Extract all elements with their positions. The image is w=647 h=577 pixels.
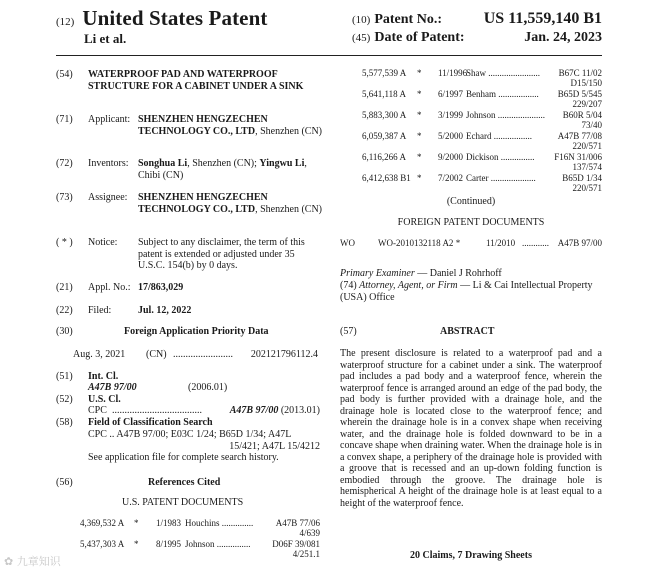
primary-examiner: Primary Examiner — Daniel J Rohrhoff xyxy=(340,268,502,279)
document-title: United States Patent xyxy=(82,6,268,30)
first-inventor: Li et al. xyxy=(84,31,127,46)
priority-number: 202121796112.4 xyxy=(250,349,318,360)
attorney-name: Li & Cai Intellectual Property (USA) Office xyxy=(340,280,593,303)
attorney-agent: (74) Attorney, Agent, or Firm — Li & Cai Intellectual Property (USA) Office xyxy=(340,280,593,303)
field-code-45: (45) xyxy=(352,32,371,44)
watermark-logo: ✿ 九章知识 xyxy=(4,555,61,568)
patent-date-row xyxy=(352,30,602,50)
priority-country: (CN) xyxy=(146,349,167,360)
priority-date: Aug. 3, 2021 xyxy=(73,349,126,360)
filed-date: Jul. 12, 2022 xyxy=(138,305,192,316)
invention-title: WATERPROOF PAD AND WATERPROOF STRUCTURE FOR A CABINET UNDER A SINK xyxy=(88,69,304,92)
application-number: 17/863,029 xyxy=(138,282,184,293)
priority-heading: Foreign Application Priority Data xyxy=(124,326,269,337)
abstract-heading: ABSTRACT xyxy=(440,326,495,337)
patent-number: US 11,559,140 B1 xyxy=(483,10,602,27)
patent-date: Jan. 24, 2023 xyxy=(524,30,602,45)
notice-text: Subject to any disclaimer, the term of this patent is extended or adjusted under 35 U.S.C. 154(b) by 0 days. xyxy=(138,237,305,271)
inventor-2: Yingwu Li xyxy=(259,158,305,169)
field-code-10: (10) xyxy=(352,14,371,26)
int-cl-class: A47B 97/00 xyxy=(88,382,137,393)
header-divider xyxy=(56,55,602,56)
patent-number-row xyxy=(352,10,602,30)
patent-header-title xyxy=(56,6,267,31)
claims-summary: 20 Claims, 7 Drawing Sheets xyxy=(410,550,532,561)
cpc-class: A47B 97/00 xyxy=(229,405,279,416)
foreign-docs-heading: FOREIGN PATENT DOCUMENTS xyxy=(397,217,545,228)
field-code-12: (12) xyxy=(56,16,75,28)
patent-number-label: Patent No.: xyxy=(374,12,442,27)
patent-date-label: Date of Patent: xyxy=(374,30,465,45)
patent-front-page: (12) United States Patent Li et al. (10) Patent No.: US 11,559,140 B1 (45) Date of Patent: Jan. 24, 2023 (54) WATERPROOF PAD AND WATERPROOF STRUCTURE FOR A CABINET UNDER A SINK (71) Applicant: SHENZHEN HENGZECHEN TECHNOLOGY CO., LTD, Shenzhen (CN) (72) Inventors: Songhua Li, Shenzhen (CN); Yingwu Li, Chibi (CN) (73) Assignee: SHENZHEN HENGZECHEN TECHNOLOGY CO., LTD, Shenzhen (CN) ( * ) Notice: Subject to any disclaimer, the term of this patent is extended or adjusted under 35 U.S.C. 154(b) by 0 days. (21) Appl. No.: 17/863,029 (22) Filed: Jul. 12, 2022 (30) Foreign Application Priority Data Aug. 3, 2021 (CN) ........................ 202121796112.4 (51) Int. Cl. A47B 97/00 (2006.01) (52) U.S. Cl. CPC .................................... A47B 97/00 (2013.01) (58) Field of Classification Search CPC .. A47B 97/00; E03C 1/24; B65D 1/34; A47L 15/421; A47L 15/4212 See application file for complete search history. (56) References Cited U.S. PATENT DOCUMENTS 4,369,532 A * 1/1983 Houchins .............. A47B 77/06 4/639 5,437,303 A * 8/1995 Johnson ............... D06F 39/081 4/251.1 5,577,539 A * 11/1996 Shaw ....................... B67C 11/02 D15/150 5,641,118 A * 6/1997 Benham .................. B65D 5/545 229/207 5,883,300 A * 3/1999 Johnson ..................... B60R 5/04 73/40 6,059,387 A * 5/2000 Echard ................. A47B 77/08 220/571 6,116,266 A * 9/2000 Dickison ............... F16N 31/006 137/574 6,412,638 B1 * 7/2002 Carter .................... B65D 1/34 220/571 (Continued) FOREIGN PATENT DOCUMENTS WO WO-2010132118 A2 * 11/2010 ............ A47B 97/00 Primary Examiner — Daniel J Rohrhoff (74) Attorney, Agent, or Firm — Li & Cai Intellectual Property (USA) Office (57) ABSTRACT The present disclosure is related to a waterproof pad and a waterproof structure for a cabinet under a sink. The waterproof pad includes a pad body and a waterproof fence, wherein the waterproof fence is arranged around an edge of the pad body, the pad body is further provided with a drainage hole, and the drainage hole is located close to the waterproof fence; and wherein the drainage hole is in a convex shape when receiving water, and the drainage hole is folded downward to be in a concave shape when draining water. When the drainage hole is in a convex shape, a periphery of the drainage hole is provided with a groove that is recessed and an up-down folding function is embodied through the groove. The drainage hole is hemispherical A height of the drainage hole is at least equal to a height of the waterproof fence. 20 Claims, 7 Drawing Sheets ✿ 九章知识 xyxy=(4,6,602,568)
applicant-name: SHENZHEN HENGZECHEN TECHNOLOGY CO., LTD xyxy=(138,114,268,137)
int-cl-version: (2006.01) xyxy=(188,382,228,393)
continued-label: (Continued) xyxy=(446,196,496,207)
assignee-name: SHENZHEN HENGZECHEN TECHNOLOGY CO., LTD xyxy=(138,192,268,215)
examiner-name: Daniel J Rohrhoff xyxy=(429,268,502,279)
abstract-text: The present disclosure is related to a waterproof pad and a waterproof structure for a cabinet under a sink. The waterproof pad includes a pad body and a waterproof fence, wherein the waterproof fence is arranged around an edge of the pad body, the pad body is further provided with a drainage hole, and the drainage hole is located close to the waterproof fence; and wherein the drainage hole is in a convex shape when receiving water, and the drainage hole is folded downward to be in a concave shape when draining water. When the drainage hole is in a convex shape, a periphery of the drainage hole is provided with a groove that is recessed and an up-down folding function is embodied through the groove. The drainage hole is hemispherical A height of the drainage hole is at least equal to a height of the waterproof fence. xyxy=(340,348,602,509)
inventor-1: Songhua Li xyxy=(138,158,188,169)
field-57-abstract: (57) ABSTRACT xyxy=(340,326,495,337)
references-heading: References Cited xyxy=(148,477,221,488)
patent-header-numbers xyxy=(352,10,602,50)
